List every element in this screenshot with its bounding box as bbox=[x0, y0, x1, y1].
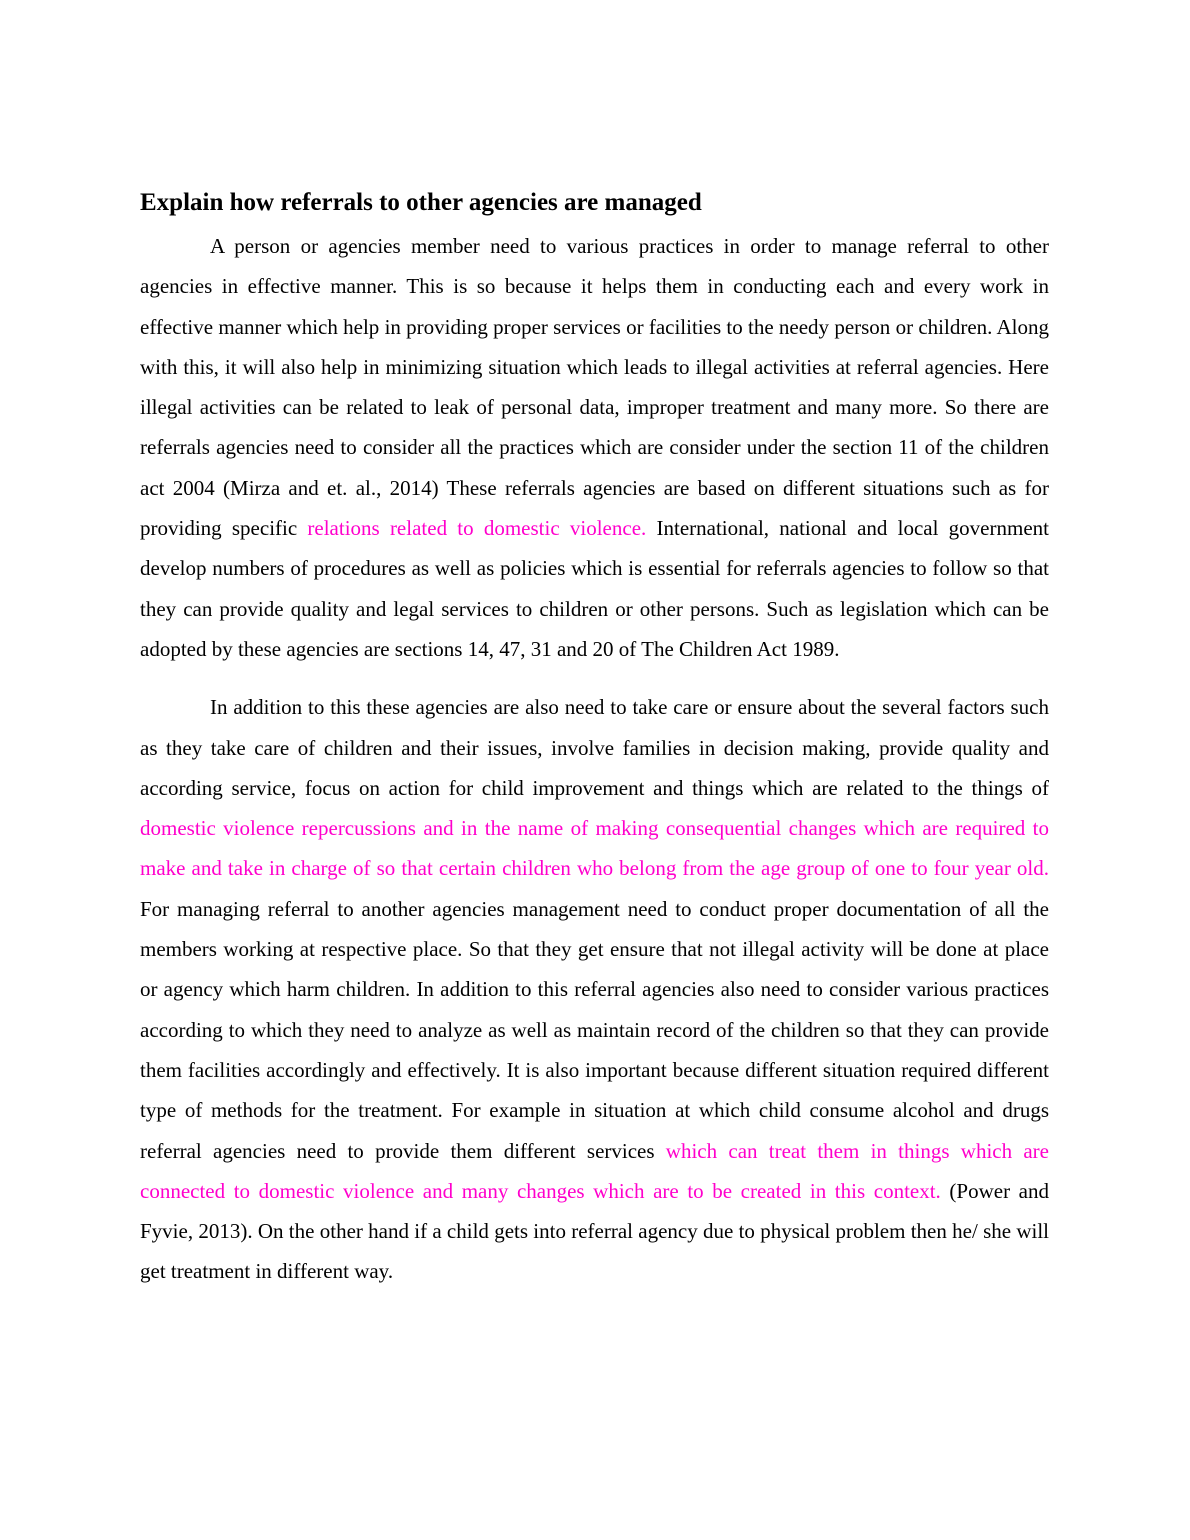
paragraph-text: A person or agencies member need to various practices in order to manage referral to other agencies in effective manner. This is so because it helps them in conducting each and every work in effective manner which help in providing proper services or facilities to the needy person or children. Along with this, it will also help in minimizing situation which leads to illegal activities at referral agencies. Here illegal activities can be related to leak of personal data, improper treatment and many more. So there are referrals agencies need to consider all the practices which are consider under the section 11 of the children act 2004 (Mirza and et. al., 2014) These referrals agencies are based on different situations such as for providing specific bbox=[140, 234, 1049, 541]
highlighted-text: which can treat them in things which are connected to domestic violence and many changes which are to be created in this context. bbox=[140, 1138, 1049, 1203]
highlighted-text: relations related to domestic violence. bbox=[307, 516, 647, 541]
paragraph-text: International, national and local government develop numbers of procedures as well as policies which is essential for referrals agencies to follow so that they can provide quality and legal services to children or other persons. Such as legislation which can be adopted by these agencies are sections 14, 47, 31 and 20 of The Children Act 1989. bbox=[140, 516, 1049, 661]
section-heading: Explain how referrals to other agencies are managed bbox=[140, 189, 702, 216]
paragraph-text: In addition to this these agencies are also need to take care or ensure about the several factors such as they take care of children and their issues, involve families in decision making, provide quality and according service, focus on action for child improvement and things which are related to the things of bbox=[140, 695, 1049, 800]
paragraph-2 bbox=[140, 687, 1049, 1291]
paragraph-1 bbox=[140, 226, 1049, 669]
document-page bbox=[140, 186, 1049, 1292]
highlighted-text: domestic violence repercussions and in the name of making consequential changes which are required to make and take in charge of so that certain children who belong from the age group of one to four year old. bbox=[140, 816, 1049, 881]
paragraph-text: (Power and Fyvie, 2013). On the other hand if a child gets into referral agency due to physical problem then he/ she will get treatment in different way. bbox=[140, 1178, 1049, 1284]
paragraph-text: For managing referral to another agencies management need to conduct proper documentation of all the members working at respective place. So that they get ensure that not illegal activity will be done at place or agency which harm children. In addition to this referral agencies also need to consider various practices according to which they need to analyze as well as maintain record of the children so that they can provide them facilities accordingly and effectively. It is also important because different situation required different type of methods for the treatment. For example in situation at which child consume alcohol and drugs referral agencies need to provide them different services bbox=[140, 896, 1049, 1163]
